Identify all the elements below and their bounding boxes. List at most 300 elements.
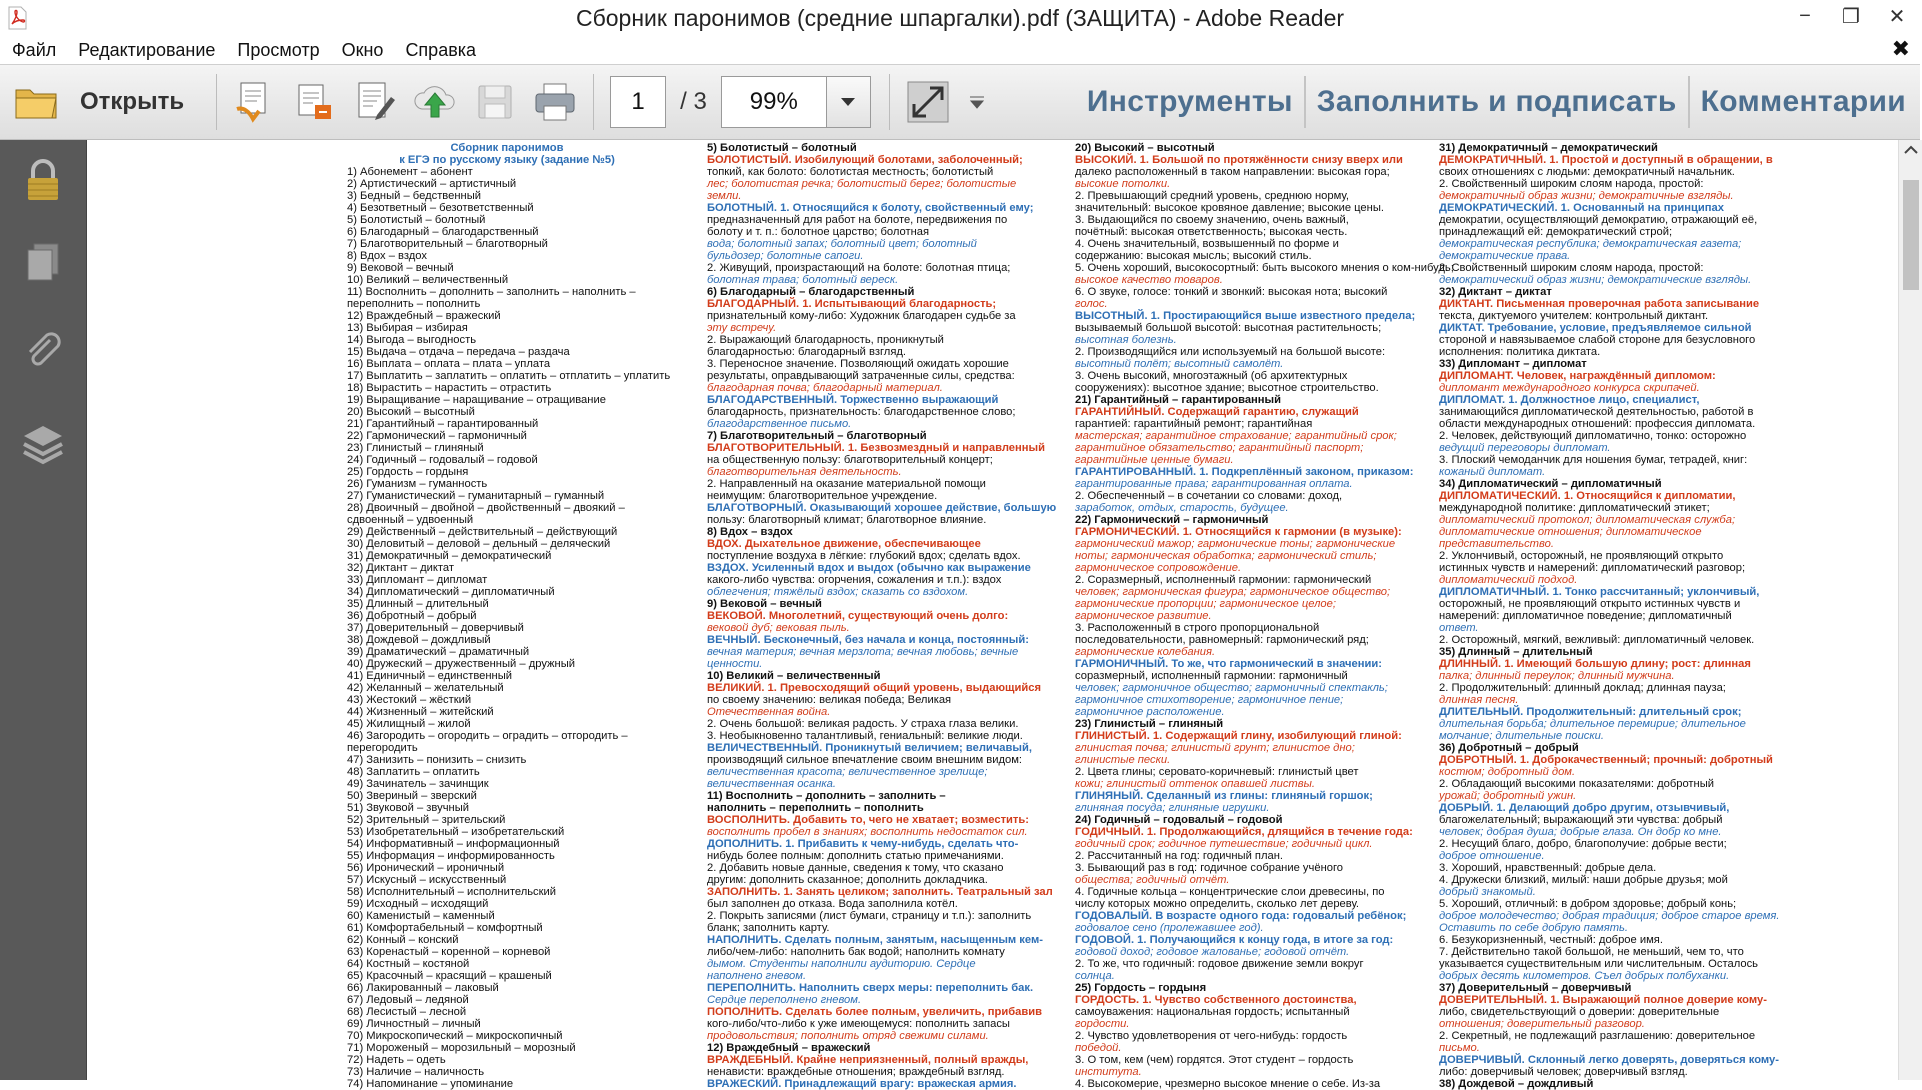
definition-line: содержанию: высокая мысль; высокий стиль. (1075, 250, 1312, 262)
list-item: 13) Выбирая – избирая (347, 322, 468, 334)
definition-line: письмо. (1439, 1042, 1480, 1054)
edit-icon (353, 79, 397, 125)
definition-line: высотная болезнь. (1075, 334, 1177, 346)
definition-line: самоуважения: национальная гордость; испытанный (1075, 1006, 1350, 1018)
definition-line: института. (1075, 1066, 1142, 1078)
upload-icon (412, 79, 458, 125)
list-item: 73) Наличие – наличность (347, 1066, 485, 1078)
list-item: 65) Красочный – красящий – крашеный (347, 970, 552, 982)
zoom-input[interactable]: 99% (721, 76, 827, 128)
fill-sign-link[interactable]: Заполнить и подписать (1316, 85, 1677, 118)
scrollbar-thumb[interactable] (1903, 180, 1919, 290)
list-item: 61) Комфортабельный – комфортный (347, 922, 543, 934)
definition-line: эту встречу. (707, 322, 777, 334)
list-item: 74) Напоминание – упоминание (347, 1078, 514, 1090)
definition-line: высотный полёт; высотный самолёт. (1075, 358, 1284, 370)
definition-line: области международных отношений: профессия дипломата. (1439, 418, 1756, 430)
section-heading: 33) Дипломант – дипломат (1439, 358, 1587, 370)
definition-line: поступление воздуха в лёгкие: глубокий вдох; сделать вдох. (707, 550, 1021, 562)
definition-line: 2. Свойственный широким слоям народа, простой: (1439, 262, 1704, 274)
definition-line: болотная трава; болотный вереск. (707, 274, 899, 286)
comments-link[interactable]: Комментарии (1700, 85, 1906, 118)
definition-line: демократичный образ жизни; демократичные взгляды. (1439, 190, 1734, 202)
list-item: 4) Безответный – безответственный (347, 202, 534, 214)
definition-line: вызываемый большой высотой: высотная растительность; (1075, 322, 1382, 334)
list-item: 41) Единичный – единственный (347, 670, 513, 682)
page-total: / 3 (680, 88, 707, 115)
open-button[interactable] (14, 72, 208, 132)
definition-line: 2. Чувство удовлетворения от чего-нибудь: гордость (1075, 1030, 1348, 1042)
definition-line: вечная материя; вечная мерзлота; вечная любовь; вечные (707, 646, 1019, 658)
more-icon (969, 95, 985, 109)
close-document-icon[interactable]: ✖ (1891, 36, 1910, 61)
definition-line: далеко расположенный в таком направлении: высокая гора; (1075, 166, 1390, 178)
create-pdf-button[interactable] (229, 74, 281, 130)
export-button[interactable] (289, 74, 341, 130)
definition-line: ВЕКОВОЙ. Многолетний, существующий очень долго: (707, 610, 1009, 622)
definition-line: неимущим: благотворительное учреждение. (707, 490, 938, 502)
definition-line: гармоническое развитие. (1075, 610, 1212, 622)
definition-line: ДОПОЛНИТЬ. 1. Прибавить к чему-нибудь, сделать что- (707, 838, 1019, 850)
list-item: 63) Коренастый – коренной – корневой (347, 946, 551, 958)
definition-line: Оставить по себе добрую память. (1439, 922, 1629, 934)
definition-line: 2. Человек, действующий дипломатично, тонко: осторожно (1439, 430, 1747, 442)
list-item: 5) Болотистый – болотный (347, 214, 486, 226)
definition-line: 2. Продолжительный: длинный доклад; длинная пауза; (1439, 682, 1726, 694)
definition-line: человек; гармоническая фигура; гармоническое общество; (1075, 586, 1391, 598)
list-item: 68) Лесистый – лесной (347, 1006, 467, 1018)
window-controls (1782, 0, 1920, 32)
definition-line: человек; гармоничное общество; гармоничный спектакль; (1075, 682, 1388, 694)
list-item: 54) Информативный – информационный (347, 838, 560, 850)
definition-line: ВЫСОКИЙ. 1. Большой по протяжённости снизу вверх или (1075, 154, 1403, 166)
section-heading: наполнить – переполнить – пополнить (707, 802, 924, 814)
acrobat-reader-icon (6, 6, 28, 30)
list-item: 9) Вековой – вечный (347, 262, 454, 274)
definition-line: ведущий переговоры дипломат. (1439, 442, 1611, 454)
definition-line: гармонические колебания. (1075, 646, 1216, 658)
definition-line: дымом. Студенты наполнили аудиторию. Сердце (707, 958, 976, 970)
toolbar-separator (1688, 76, 1690, 128)
pdf-page (86, 140, 1896, 1090)
fullscreen-button[interactable] (902, 74, 954, 130)
definition-line: глинистая почва; глинистый грунт; глинистое дно; (1075, 742, 1355, 754)
definition-line: высокие потолки. (1075, 178, 1171, 190)
definition-line: 2. Обладающий высокими показателями: добротный (1439, 778, 1715, 790)
list-item: 6) Благодарный – благодарственный (347, 226, 539, 238)
print-button[interactable] (529, 74, 581, 130)
scroll-up-icon[interactable] (1899, 140, 1922, 160)
definition-line: ВЗДОХ. Усиленный вдох и выдох (обычно как выражение (707, 562, 1031, 574)
definition-line: кожаный дипломат. (1439, 466, 1546, 478)
definition-line: ГОДОВОЙ. 1. Получающийся к концу года, в итоге за год: (1075, 934, 1394, 946)
export-icon (293, 79, 337, 125)
list-item: 12) Враждебный – вражеский (347, 310, 501, 322)
definition-line: дипломатические отношения; дипломатическое (1439, 526, 1702, 538)
list-item: 46) Загородить – огородить – оградить – отгородить – (347, 730, 628, 742)
definition-line: 3. Плоский чемоданчик для ношения бумаг, тетрадей, книг: (1439, 454, 1748, 466)
definition-line: другим: дополнить сказанное; дополнить докладчика. (707, 874, 988, 886)
definition-line: БОЛОТНЫЙ. 1. Относящийся к болоту, свойственный ему; (707, 202, 1034, 214)
list-item: 19) Выращивание – наращивание – отращивание (347, 394, 606, 406)
definition-line: 3. Расположенный в строго пропорциональной (1075, 622, 1320, 634)
definition-line: ДОБРЫЙ. 1. Делающий добро другим, отзывчивый, (1439, 802, 1730, 814)
document-subtitle: к ЕГЭ по русскому языку (задание №5) (399, 154, 615, 166)
fullscreen-icon (906, 80, 950, 124)
definition-line: 2. Покрыть записями (лист бумаги, страницу и т.п.): заполнить (707, 910, 1032, 922)
definition-line: демократический образ жизни; демократические взгляды. (1439, 274, 1752, 286)
definition-line: гарантией: гарантийный ремонт; гарантийная (1075, 418, 1313, 430)
list-item: 53) Изобретательный – изобретательский (347, 826, 565, 838)
definition-line: величественная красота; величественное зрелище; (707, 766, 988, 778)
list-item: 10) Великий – величественный (347, 274, 509, 286)
definition-line: 2. То же, что годичный: годовое движение земли вокруг (1075, 958, 1364, 970)
list-item: 22) Гармонический – гармоничный (347, 430, 527, 442)
open-label: Открыть (80, 88, 185, 115)
definition-line: 6. Безукоризненный, честный: доброе имя. (1439, 934, 1663, 946)
definition-line: восполнить пробел в знаниях; восполнить недостаток сил. (707, 826, 1028, 838)
definition-line: благодарная почва; благодарный материал. (707, 382, 943, 394)
toolbar-separator (889, 74, 890, 130)
definition-line: БЛАГОТВОРИТЕЛЬНЫЙ. 1. Безвозмездный и направленный (707, 442, 1045, 454)
definition-line: гордости. (1075, 1018, 1130, 1030)
definition-line: на общественную пользу: благотворительный концерт; (707, 454, 993, 466)
definition-line: пользу: благотворный климат; благотворное влияние. (707, 514, 987, 526)
definition-line: ВЫСОТНЫЙ. 1. Простирающийся выше известного предела; (1075, 310, 1416, 322)
definition-line: ПОПОЛНИТЬ. Сделать более полным, увеличить, прибавив (707, 1006, 1043, 1018)
list-item: 64) Костный – костяной (347, 958, 470, 970)
definition-line: производящий сильное впечатление своим внешним видом: (707, 754, 1023, 766)
definition-line: гарантийные ценные бумаги. (1075, 454, 1234, 466)
list-item: 39) Драматический – драматичный (347, 646, 530, 658)
list-item: 16) Выплата – оплата – плата – уплата (347, 358, 551, 370)
menu-bar (0, 36, 1920, 64)
definition-line: заработок, отдых, старость, будущее. (1075, 502, 1289, 514)
lock-icon[interactable] (20, 158, 66, 204)
definition-line: БОЛОТИСТЫЙ. Изобилующий болотами, заболоченный; (707, 154, 1023, 166)
section-heading: 37) Доверительный – доверчивый (1439, 982, 1632, 994)
menu-window[interactable]: Окно (341, 39, 384, 60)
definition-line: нибудь более полным: дополнить статью примечаниями. (707, 850, 1004, 862)
toolbar (0, 64, 1920, 140)
definition-line: годовой доход; годовое жалованье; годовой отчёт. (1075, 946, 1350, 958)
definition-line: признательный кому-либо: Художник благодарен судьбе за (707, 310, 1016, 322)
definition-line: дипломатический подход. (1439, 574, 1578, 586)
definition-line: НАПОЛНИТЬ. Сделать полным, занятым, насыщенным кем- (707, 934, 1043, 946)
list-item: переполнить – пополнить (347, 298, 481, 310)
document-title: Сборник паронимов (450, 142, 564, 154)
definition-line: БЛАГОТВОРНЫЙ. Оказывающий хорошее действие, большую (707, 502, 1057, 514)
list-item: 51) Звуковой – звучный (347, 802, 470, 814)
paronyms-index-column (347, 142, 671, 1090)
list-item: 17) Выплатить – заплатить – оплатить – отплатить – уплатить (347, 370, 671, 382)
definition-line: стороной и навязываемое слабой стороне для безусловного (1439, 334, 1756, 346)
list-item: 27) Гуманистический – гуманитарный – гуманный (347, 490, 605, 502)
list-item: 35) Длинный – длительный (347, 598, 489, 610)
definition-line: ДИПЛОМАНТ. Человек, награждённый дипломом: (1439, 370, 1716, 382)
document-viewport[interactable] (86, 140, 1896, 1090)
definition-line: ДИПЛОМАТ. 1. Должностное лицо, специалист, (1439, 394, 1700, 406)
list-item: 25) Гордость – гордыня (347, 466, 469, 478)
list-item: 33) Дипломант – дипломат (347, 574, 488, 586)
definition-line: либо/чем-либо: наполнить бак водой; наполнить комнату (707, 946, 1005, 958)
definition-line: болоту и т. п.: болотное царство; болотная (707, 226, 930, 238)
definition-line: 3. Выдающийся по своему значению, очень важный, (1075, 214, 1349, 226)
definition-line: БЛАГОДАРНЫЙ. 1. Испытывающий благодарность; (707, 298, 997, 310)
definition-line: ГОДОВАЛЫЙ. В возрасте одного года: годовалый ребёнок; (1075, 910, 1407, 922)
toolbar-separator (216, 74, 217, 130)
list-item: 52) Зрительный – зрительский (347, 814, 506, 826)
definition-line: благодарностью: благодарный взгляд. (707, 346, 907, 358)
zoom-dropdown-button[interactable] (827, 76, 871, 128)
section-heading: 23) Глинистый – глиняный (1075, 718, 1224, 730)
definition-line: гармонические пропорции; гармоническое целое; (1075, 598, 1336, 610)
save-button[interactable] (469, 74, 521, 130)
list-item: 38) Дождевой – дождливый (347, 634, 491, 646)
definition-line: голос. (1075, 298, 1108, 310)
definition-line: вода; болотный запах; болотный цвет; болотный (707, 238, 977, 250)
definition-line: был заполнен до отказа. Вода заполнила котёл. (707, 898, 958, 910)
definition-line: истинных чувств и намерений: дипломатический разговор; (1439, 562, 1746, 574)
list-item: 18) Вырастить – нарастить – отрастить (347, 382, 552, 394)
definition-line: 5. Хороший, отличный: в добром здоровье; добрый конь; (1439, 898, 1737, 910)
definition-line: 4. Годичные кольца – концентрические слои древесины, по (1075, 886, 1385, 898)
definition-line: 2. Цвета глины; серовато-коричневый: глинистый цвет (1075, 766, 1359, 778)
definition-line: занимающийся дипломатической деятельностью, работой в (1439, 406, 1754, 418)
definition-line: ВРАЖДЕБНЫЙ. Крайне неприязненный, полный вражды, (707, 1054, 1029, 1066)
list-item: 36) Добротный – добрый (347, 610, 477, 622)
section-heading: 6) Благодарный – благодарственный (707, 286, 915, 298)
definition-line: наполнено гневом. (707, 970, 807, 982)
definition-line: благожелательный; выражающий эти чувства: добрый (1439, 814, 1723, 826)
list-item: 66) Лакированный – лаковый (347, 982, 499, 994)
edit-button[interactable] (349, 74, 401, 130)
definition-line: годичный срок; годичное путешествие; годичный цикл. (1075, 838, 1373, 850)
definition-line: 2. Свойственный широким слоям народа, простой: (1439, 178, 1704, 190)
definition-line: указывается существительным или числительным. Осталось (1439, 958, 1759, 970)
section-heading: 12) Враждебный – вражеский (707, 1042, 871, 1054)
definition-line: ненависти: враждебные отношения; враждебный взгляд. (707, 1066, 1005, 1078)
definition-line: 3. Необыкновенно талантливый, гениальный: великие люди. (707, 730, 1023, 742)
definition-line: 3. О том, кем (чем) гордятся. Этот студент – гордость (1075, 1054, 1354, 1066)
section-heading: 32) Диктант – диктат (1439, 286, 1552, 298)
list-item: 24) Годичный – годовалый – годовой (347, 454, 538, 466)
definition-line: текста, диктуемого учителем: контрольный диктант. (1439, 310, 1709, 322)
definition-line: 3. Очень высокий, многоэтажный (об архитектурных (1075, 370, 1348, 382)
list-item: 43) Жестокий – жёсткий (347, 694, 472, 706)
definitions-column-4 (1439, 142, 1797, 1090)
menu-view[interactable]: Просмотр (237, 39, 320, 60)
section-heading: 21) Гарантийный – гарантированный (1075, 394, 1281, 406)
definition-line: благотворительная деятельность. (707, 466, 902, 478)
layers-icon[interactable] (20, 420, 66, 466)
definition-line: лес; болотистая речка; болотистый берег; болотистые (707, 178, 1017, 190)
definition-line: 2. Живущий, произрастающий на болоте: болотная птица; (707, 262, 1011, 274)
definition-line: БЛАГОДАРСТВЕННЫЙ. Торжественно выражающий (707, 394, 999, 406)
minimize-button[interactable]: − (1799, 4, 1811, 27)
definition-line: ПЕРЕПОЛНИТЬ. Наполнить сверх меры: переполнить бак. (707, 982, 1034, 994)
list-item: 48) Заплатить – оплатить (347, 766, 480, 778)
definition-line: гарантийное обязательство; гарантийный паспорт; (1075, 442, 1364, 454)
definition-line: гармоническое сопровождение. (1075, 562, 1242, 574)
list-item: 50) Звериный – зверский (347, 790, 477, 802)
list-item: 29) Действенный – действительный – действующий (347, 526, 618, 538)
list-item: 55) Информация – информированность (347, 850, 555, 862)
list-item: 11) Восполнить – дополнить – заполнить – наполнить – (347, 286, 636, 298)
definition-line: гармоничное расположение. (1075, 706, 1225, 718)
list-item: 20) Высокий – высотный (347, 406, 475, 418)
list-item: 40) Дружеский – дружественный – дружный (347, 658, 575, 670)
list-item: 1) Абонемент – абонент (347, 166, 473, 178)
definition-line: предназначенный для работ на болоте, передвижения по (707, 214, 1008, 226)
section-heading: 7) Благотворительный – благотворный (707, 430, 927, 442)
definition-line: длительная борьба; длительное перемирие; длительное (1439, 718, 1746, 730)
definition-line: ГАРАНТИЙНЫЙ. Содержащий гарантию, служащий (1075, 406, 1359, 418)
window-title: Сборник паронимов (средние шпаргалки).pdf (ЗАЩИТА) - Adobe Reader (575, 4, 1345, 31)
list-item: 69) Личностный – личный (347, 1018, 481, 1030)
definition-line: Сердце переполнено гневом. (707, 994, 862, 1006)
list-item: 57) Искусный – искусственный (347, 874, 507, 886)
definition-line: топкий, как болото: болотистая местность; болотистый (707, 166, 994, 178)
list-item: 2) Артистический – артистичный (347, 178, 517, 190)
definition-line: 3. Бывающий раз в год: годичное собрание учёного (1075, 862, 1344, 874)
definition-line: длинная песня. (1439, 694, 1519, 706)
upload-button[interactable] (409, 74, 461, 130)
definition-line: числу которых можно определить, сколько лет дереву. (1075, 898, 1360, 910)
definition-line: демократии, осуществляющий демократию, отражающий её, (1439, 214, 1758, 226)
page-number-input[interactable]: 1 (610, 76, 666, 128)
definition-line: соразмерный, исполненный гармонии: гармоничный (1075, 670, 1348, 682)
definition-line: 5. Очень хороший, высокосортный: быть высокого мнения о ком-нибудь; (1075, 262, 1454, 274)
list-item: 8) Вдох – вздох (347, 250, 427, 262)
definition-line: 2. Рассчитанный на год: годичный план. (1075, 850, 1284, 862)
definition-line: ценности. (707, 658, 763, 670)
section-heading: 8) Вдох – вздох (707, 526, 793, 538)
create-pdf-icon (233, 79, 277, 125)
definition-line: величественная осанка. (707, 778, 837, 790)
menu-help[interactable]: Справка (405, 39, 477, 60)
list-item: 37) Доверительный – доверчивый (347, 622, 524, 634)
definition-line: ГАРАНТИРОВАННЫЙ. 1. Подкреплённый законом, приказом: (1075, 466, 1414, 478)
list-item: перегородить (347, 742, 418, 754)
navigation-panel (0, 140, 86, 1080)
definition-line: гармоничное стихотворение; гармоничное пение; (1075, 694, 1344, 706)
section-heading: 36) Добротный – добрый (1439, 742, 1579, 754)
definition-line: ВРАЖЕСКИЙ. Принадлежащий врагу: вражеская армия. (707, 1078, 1017, 1090)
definition-line: дипломант международного конкурса скрипачей. (1439, 382, 1700, 394)
list-item: 44) Жизненный – житейский (347, 706, 494, 718)
list-item: 30) Деловитый – деловой – дельный – деляческий (347, 538, 611, 550)
definition-line: бланк; заполнить карту. (707, 922, 830, 934)
list-item: 45) Жилищный – жилой (347, 718, 471, 730)
close-button[interactable]: ✕ (1888, 5, 1906, 28)
definition-line: высокое качество товаров. (1075, 274, 1223, 286)
section-heading: 9) Вековой – вечный (707, 598, 822, 610)
section-heading: 38) Дождевой – дождливый (1439, 1078, 1594, 1090)
definition-line: либо, свидетельствующий о доверии: доверительные (1439, 1006, 1720, 1018)
definition-line: своих отношениях с людьми: демократичный начальник. (1439, 166, 1735, 178)
definition-line: облегчения; тяжёлый вздох; сказать со вздохом. (707, 586, 969, 598)
definition-line: по своему значению: великая победа; Великая (707, 694, 952, 706)
list-item: 56) Иронический – ироничный (347, 862, 505, 874)
list-item: 67) Ледовый – ледяной (347, 994, 469, 1006)
list-item: 26) Гуманизм – гуманность (347, 478, 488, 490)
definition-line: Отечественная война. (707, 706, 831, 718)
definition-line: вековой дуб; вековая пыль. (707, 622, 850, 634)
list-item: 28) Двоичный – двойной – двойственный – двоякий – (347, 502, 625, 514)
list-item: 15) Выдача – отдача – передача – раздача (347, 346, 570, 358)
definition-line: осторожный, не проявляющий открыто истинных чувств и (1439, 598, 1741, 610)
list-item: 3) Бедный – бедственный (347, 190, 481, 202)
title-bar (0, 0, 1920, 36)
paronyms-list (347, 166, 671, 1090)
definition-line: ДИКТАТ. Требование, условие, предъявляемое сильной (1439, 322, 1752, 334)
definition-line: ответ. (1439, 622, 1479, 634)
definition-line: бульдозер; болотные сапоги. (707, 250, 864, 262)
maximize-button[interactable]: ❐ (1842, 5, 1860, 28)
definition-line: 2. Соразмерный, исполненный гармонии: гармонический (1075, 574, 1372, 586)
toolbar-separator (593, 74, 594, 130)
attachment-icon[interactable] (20, 328, 66, 374)
definition-line: 2. Осторожный, мягкий, вежливый: дипломатичный человек. (1439, 634, 1755, 646)
folder-icon (14, 82, 60, 122)
tools-link[interactable]: Инструменты (1086, 85, 1293, 118)
more-tools-button[interactable] (962, 74, 992, 130)
definition-line: какого-либо чувства: огорчения, сожаления и т.п.): вздох (707, 574, 1002, 586)
definition-line: 2. Секретный, не подлежащий разглашению: доверительное (1439, 1030, 1756, 1042)
definition-line: глиняная посуда; глиняные игрушки. (1075, 802, 1270, 814)
definition-line: ноты; гармоническая обработка; гармонический стиль; (1075, 550, 1377, 562)
definition-line: палка; длинный переулок; длинный мужчина. (1439, 670, 1675, 682)
pages-icon[interactable] (20, 240, 66, 286)
list-item: 58) Исполнительный – исполнительский (347, 886, 557, 898)
definition-line: отношения; доверительный разговор. (1439, 1018, 1645, 1030)
definition-line: сооружениях): высотное здание; высотное строительство. (1075, 382, 1379, 394)
definitions-column-2 (707, 142, 1057, 1090)
definition-line: гармонический мажор; гармонические тоны; гармонические (1075, 538, 1396, 550)
definition-line: демократические права. (1439, 250, 1571, 262)
list-item: 59) Исходный – исходящий (347, 898, 489, 910)
list-item: 72) Надеть – одеть (347, 1054, 446, 1066)
definition-line: ДОБРОТНЫЙ. 1. Доброкачественный; прочный: добротный (1439, 754, 1773, 766)
definition-line: 7. Действительно такой большой, не меньший, чем то, что (1439, 946, 1744, 958)
definition-line: ЗАПОЛНИТЬ. 1. Занять целиком; заполнить. Театральный зал (707, 886, 1053, 898)
list-item: 23) Глинистый – глиняный (347, 442, 484, 454)
definition-line: доброе отношение. (1439, 850, 1545, 862)
section-heading: 25) Гордость – гордыня (1075, 982, 1207, 994)
section-heading: 35) Длинный – длительный (1439, 646, 1593, 658)
definition-line: намерений: дипломатичное поведение; дипломатичный (1439, 610, 1732, 622)
list-item: 62) Конный – конский (347, 934, 459, 946)
definition-line: результаты, оправдывающий затраченные силы, средства: (707, 370, 1015, 382)
definition-line: добрый знакомый. (1439, 886, 1536, 898)
list-item: 60) Каменистый – каменный (347, 910, 495, 922)
definition-line: 2. Превышающий средний уровень, среднюю норму, (1075, 190, 1349, 202)
list-item: сдвоенный – удвоенный (347, 514, 474, 526)
definition-line: почётный: высокая ответственность; высокая честь. (1075, 226, 1348, 238)
definition-line: 3. Хороший, нравственный: добрые дела. (1439, 862, 1657, 874)
definition-line: принадлежащий ей: демократический строй; (1439, 226, 1673, 238)
menu-file[interactable]: Файл (12, 39, 57, 60)
menu-edit[interactable]: Редактирование (78, 39, 216, 60)
definition-line: ДИПЛОМАТИЧНЫЙ. 1. Тонко рассчитанный; уклончивый, (1439, 586, 1760, 598)
definition-line: ГОРДОСТЬ. 1. Чувство собственного достоинства, (1075, 994, 1357, 1006)
list-item: 49) Зачинатель – зачинщик (347, 778, 489, 790)
print-icon (532, 80, 578, 124)
vertical-scrollbar[interactable] (1898, 140, 1922, 1080)
definition-line: международной политике: дипломатический этикет; (1439, 502, 1710, 514)
definition-line: значительный: высокое кровяное давление; высокие цены. (1075, 202, 1384, 214)
